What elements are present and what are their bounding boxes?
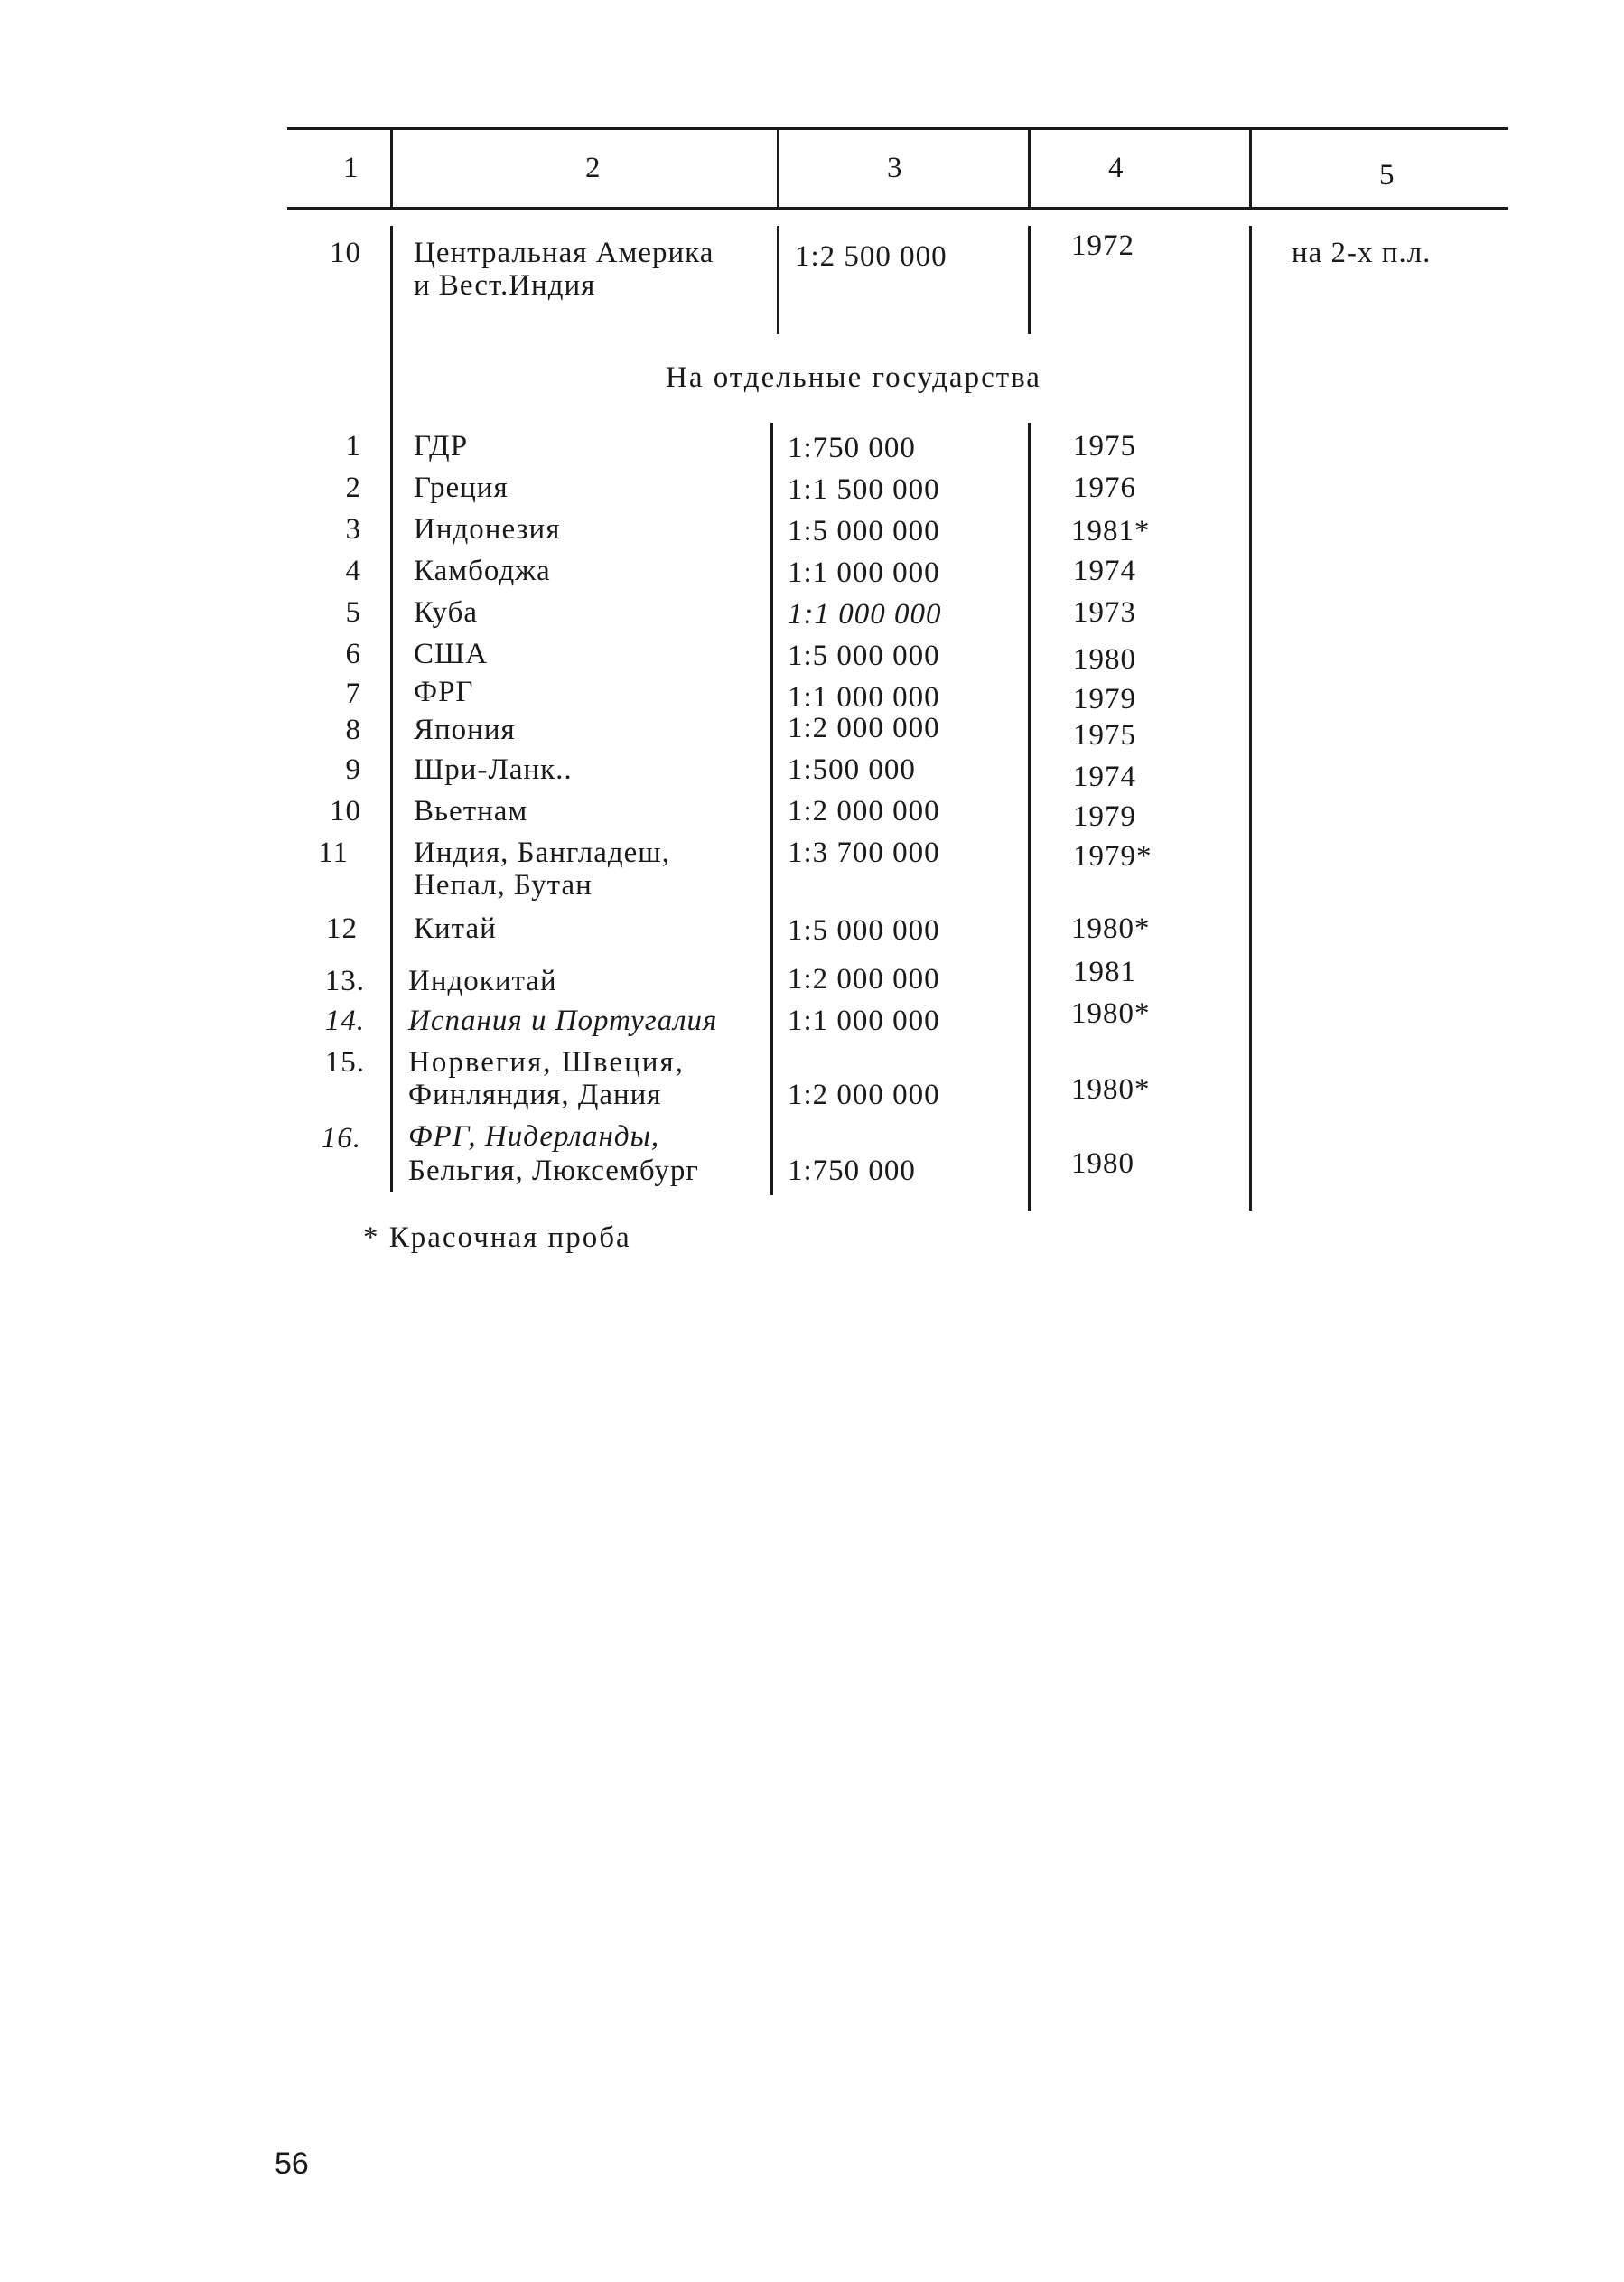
row-scale: 1:750 000 bbox=[788, 1155, 916, 1187]
row-name: Индонезия bbox=[414, 513, 561, 546]
page-number: 56 bbox=[275, 2146, 309, 2181]
row-name: Камбоджа bbox=[414, 555, 551, 587]
header-col-4: 4 bbox=[1108, 152, 1125, 184]
footnote: * Красочная проба bbox=[363, 1221, 631, 1254]
row-name: Норвегия, Швеция, bbox=[408, 1046, 685, 1079]
row-number: 1 bbox=[345, 430, 361, 463]
col-divider bbox=[770, 423, 773, 1195]
row-year: 1980* bbox=[1071, 997, 1151, 1030]
row-name: Шри-Ланк.. bbox=[414, 753, 573, 786]
row-scale: 1:1 500 000 bbox=[788, 473, 940, 506]
row-name-line2: и Вест.Индия bbox=[414, 269, 596, 302]
row-note: на 2-х п.л. bbox=[1292, 237, 1432, 269]
row-name-line2: Непал, Бутан bbox=[414, 869, 593, 902]
row-name: Греция bbox=[414, 472, 509, 504]
row-scale: 1:2 000 000 bbox=[788, 963, 940, 996]
header-col-2: 2 bbox=[585, 152, 602, 184]
row-year: 1980* bbox=[1071, 1073, 1151, 1106]
header-col-5: 5 bbox=[1379, 159, 1395, 192]
row-name: Центральная Америка bbox=[414, 237, 714, 269]
row-name: Вьетнам bbox=[414, 795, 528, 828]
row-scale: 1:2 000 000 bbox=[788, 795, 940, 828]
row-scale: 1:2 000 000 bbox=[788, 712, 940, 744]
row-name: ФРГ, Нидерланды, bbox=[408, 1120, 660, 1153]
row-name: Куба bbox=[414, 596, 479, 629]
row-number: 14. bbox=[324, 1005, 365, 1037]
row-scale: 1:1 000 000 bbox=[788, 598, 942, 631]
row-name-line2: Бельгия, Люксембург bbox=[408, 1155, 699, 1187]
row-scale: 1:2 000 000 bbox=[788, 1079, 940, 1111]
row-scale: 1:1 000 000 bbox=[788, 556, 940, 589]
row-number: 5 bbox=[345, 596, 361, 629]
row-year: 1979* bbox=[1073, 840, 1153, 873]
row-year: 1973 bbox=[1073, 596, 1136, 629]
row-number: 9 bbox=[345, 753, 361, 786]
row-number: 10 bbox=[330, 237, 361, 269]
row-year: 1976 bbox=[1073, 472, 1136, 504]
row-name: США bbox=[414, 638, 489, 670]
row-number: 10 bbox=[330, 795, 361, 828]
col-divider bbox=[1028, 129, 1031, 209]
row-year: 1980* bbox=[1071, 912, 1151, 945]
row-scale: 1:500 000 bbox=[788, 753, 916, 786]
row-scale: 1:750 000 bbox=[788, 432, 916, 464]
row-scale: 1:5 000 000 bbox=[788, 640, 940, 672]
row-year: 1980 bbox=[1073, 643, 1136, 676]
row-year: 1975 bbox=[1073, 719, 1136, 752]
col-divider bbox=[777, 129, 779, 209]
row-year: 1981 bbox=[1073, 956, 1136, 988]
col-divider bbox=[390, 129, 393, 209]
row-number: 4 bbox=[345, 555, 361, 587]
section-title: На отдельные государства bbox=[666, 361, 1041, 394]
row-number: 11 bbox=[318, 837, 349, 869]
header-col-1: 1 bbox=[343, 152, 359, 184]
row-name: Индокитай bbox=[408, 965, 557, 997]
col-divider bbox=[390, 226, 393, 1192]
row-year: 1979 bbox=[1073, 800, 1136, 833]
row-number: 13. bbox=[324, 965, 365, 997]
row-scale: 1:5 000 000 bbox=[788, 515, 940, 547]
table-top-rule bbox=[287, 127, 1508, 130]
row-year: 1974 bbox=[1073, 555, 1136, 587]
row-number: 3 bbox=[345, 513, 361, 546]
col-divider bbox=[777, 226, 779, 334]
row-name: ГДР bbox=[414, 430, 469, 463]
row-year: 1975 bbox=[1073, 430, 1136, 463]
row-name: Япония bbox=[414, 714, 516, 746]
row-number: 2 bbox=[345, 472, 361, 504]
col-divider bbox=[1028, 226, 1031, 334]
row-year: 1974 bbox=[1073, 761, 1136, 793]
row-number: 16. bbox=[321, 1122, 361, 1155]
row-name-line2: Финляндия, Дания bbox=[408, 1079, 662, 1111]
header-bottom-rule bbox=[287, 207, 1508, 210]
row-scale: 1:5 000 000 bbox=[788, 914, 940, 947]
row-year: 1981* bbox=[1071, 515, 1151, 547]
row-number: 15. bbox=[324, 1046, 365, 1079]
row-number: 7 bbox=[345, 678, 361, 710]
col-divider bbox=[1028, 423, 1031, 1211]
row-number: 12 bbox=[326, 912, 358, 945]
row-number: 6 bbox=[345, 638, 361, 670]
row-year: 1980 bbox=[1071, 1147, 1134, 1180]
row-number: 8 bbox=[345, 714, 361, 746]
row-name: Испания и Португалия bbox=[408, 1005, 718, 1037]
col-divider bbox=[1249, 129, 1252, 209]
row-scale: 1:1 000 000 bbox=[788, 1005, 940, 1037]
row-name: Китай bbox=[414, 912, 497, 945]
row-year: 1972 bbox=[1071, 229, 1134, 262]
header-col-3: 3 bbox=[887, 152, 903, 184]
row-scale: 1:3 700 000 bbox=[788, 837, 940, 869]
row-name: Индия, Бангладеш, bbox=[414, 837, 670, 869]
row-scale: 1:2 500 000 bbox=[795, 240, 947, 273]
col-divider bbox=[1249, 226, 1252, 1211]
row-scale: 1:1 000 000 bbox=[788, 681, 940, 714]
row-year: 1979 bbox=[1073, 683, 1136, 715]
row-name: ФРГ bbox=[414, 676, 474, 708]
